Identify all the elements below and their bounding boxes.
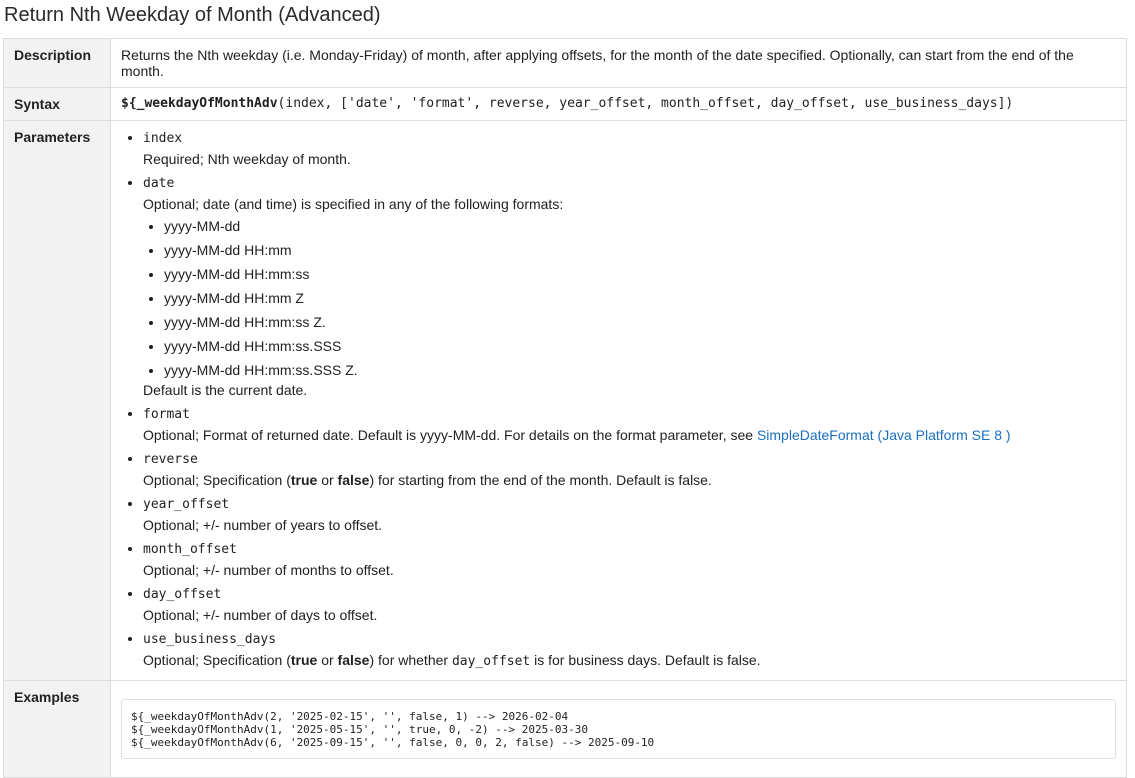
param-description: Optional; +/- number of days to offset. — [143, 607, 378, 623]
param-description — [143, 425, 1116, 445]
param-index — [143, 129, 1116, 169]
param-month-offset — [143, 540, 1116, 580]
false-keyword: false — [337, 472, 370, 488]
or-word: or — [317, 472, 338, 488]
simpledateformat-link[interactable]: SimpleDateFormat (Java Platform SE 8 ) — [756, 427, 1011, 443]
param-description: Optional; +/- number of years to offset. — [143, 517, 383, 533]
examples-cell — [111, 681, 1127, 778]
param-format — [143, 405, 1116, 445]
param-description: Optional; date (and time) is specified in any of the following formats: — [143, 196, 564, 212]
syntax-label: Syntax — [4, 88, 111, 121]
page-title: Return Nth Weekday of Month (Advanced) — [4, 4, 381, 26]
or-word: or — [317, 652, 338, 668]
format-description-text: Optional; Format of returned date. Default is yyyy-MM-dd. For details on the format parameter, see — [143, 427, 757, 443]
param-name: • day_offset — [143, 587, 222, 602]
parameters-row — [4, 121, 1127, 681]
param-reverse — [143, 450, 1116, 490]
ubd-desc-post: is for business days. Default is false. — [530, 652, 761, 668]
date-default-text: Default is the current date. — [143, 382, 308, 398]
example-line: ${_weekdayOfMonthAdv(1, '2025-05-15', '', true, 0, -2) --> 2025-03-30 — [131, 723, 588, 736]
param-name: • reverse — [143, 452, 198, 467]
param-description — [143, 650, 1116, 672]
parameters-cell — [111, 121, 1127, 681]
param-name: • index — [143, 131, 183, 146]
description-row — [4, 39, 1127, 88]
true-keyword: true — [290, 472, 318, 488]
date-format-item: • yyyy-MM-dd HH:mm:ss Z. — [164, 312, 1116, 332]
date-format-item: • yyyy-MM-dd HH:mm:ss — [164, 264, 1116, 284]
param-name: • use_business_days — [143, 632, 277, 647]
param-name: • format — [143, 407, 190, 422]
example-line: ${_weekdayOfMonthAdv(2, '2025-02-15', '', false, 1) --> 2026-02-04 — [131, 710, 569, 723]
param-description: Required; Nth weekday of month. — [143, 151, 351, 167]
date-format-item: • yyyy-MM-dd HH:mm Z — [164, 288, 1116, 308]
ubd-desc-mid: ) for whether — [369, 652, 452, 668]
examples-label: Examples — [4, 681, 111, 778]
param-use-business-days — [143, 630, 1116, 672]
reverse-desc-pre: Optional; Specification ( — [143, 472, 291, 488]
param-day-offset — [143, 585, 1116, 625]
reverse-desc-post: ) for starting from the end of the month. Default is false. — [369, 472, 712, 488]
syntax-function-name: ${_weekdayOfMonthAdv — [121, 96, 278, 111]
date-format-item: • yyyy-MM-dd HH:mm — [164, 240, 1116, 260]
date-format-list — [143, 216, 1116, 380]
param-name: • date — [143, 176, 175, 191]
description-text: Returns the Nth weekday (i.e. Monday-Friday) of month, after applying offsets, for the month of the date specified. Optionally, can start from the end of the month. — [111, 39, 1127, 88]
reference-table — [3, 38, 1127, 778]
param-name: • year_offset — [143, 497, 230, 512]
param-year-offset — [143, 495, 1116, 535]
date-format-item: • yyyy-MM-dd — [164, 216, 1116, 236]
syntax-arguments: (index, ['date', 'format', reverse, year_offset, month_offset, day_offset, use_business_days]) — [277, 96, 1014, 111]
param-description: Optional; +/- number of months to offset. — [143, 562, 394, 578]
parameters-label: Parameters — [4, 121, 111, 681]
day-offset-code: day_offset — [451, 654, 531, 669]
syntax-code — [111, 88, 1127, 121]
example-line: ${_weekdayOfMonthAdv(6, '2025-09-15', '', false, 0, 0, 2, false) --> 2025-09-10 — [131, 736, 655, 749]
ubd-desc-pre: Optional; Specification ( — [143, 652, 291, 668]
true-keyword: true — [290, 652, 318, 668]
description-label: Description — [4, 39, 111, 88]
false-keyword: false — [337, 652, 370, 668]
date-format-item: • yyyy-MM-dd HH:mm:ss.SSS — [164, 336, 1116, 356]
param-description — [143, 470, 1116, 490]
examples-code-block — [121, 699, 1116, 759]
parameter-list — [121, 129, 1116, 672]
param-name: • month_offset — [143, 542, 237, 557]
date-format-item: • yyyy-MM-dd HH:mm:ss.SSS Z. — [164, 360, 1116, 380]
param-date — [143, 174, 1116, 400]
examples-row — [4, 681, 1127, 778]
syntax-row — [4, 88, 1127, 121]
